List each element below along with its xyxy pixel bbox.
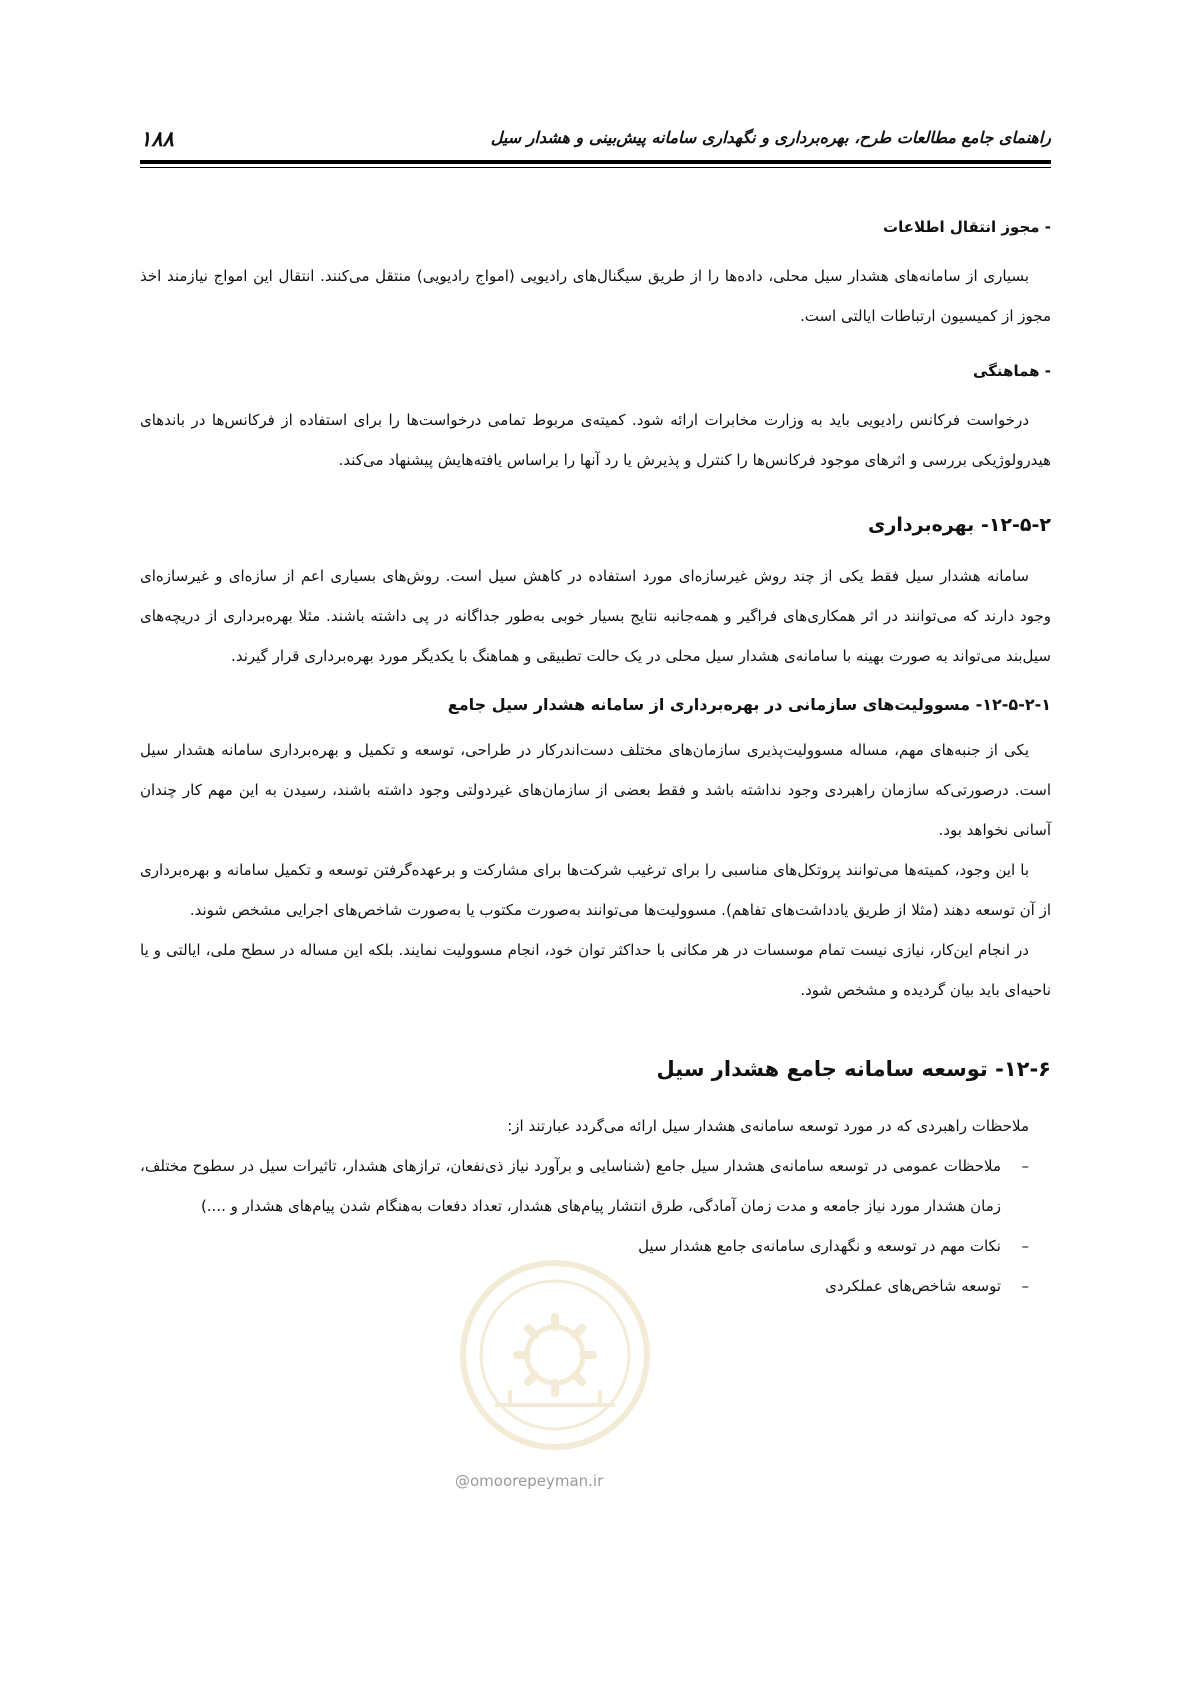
page-number: ۱۸۸ xyxy=(140,126,174,151)
list-item xyxy=(140,1146,1029,1226)
page-body xyxy=(140,212,1051,1306)
subheading-coordination: - هماهنگی xyxy=(973,362,1051,380)
subheading-data-transfer-license: - مجوز انتقال اطلاعات xyxy=(883,218,1051,236)
paragraph: بسیاری از سامانه‌های هشدار سیل محلی، داده‌ها را از طریق سیگنال‌های رادیویی (امواج رادیویی) منتقل می‌کنند. انتقال این امواج نیازمند اخذ مجوز از کمیسیون ارتباطات ایالتی است. xyxy=(140,267,1051,325)
paragraph: درخواست فرکانس رادیویی باید به وزارت مخابرات ارائه شود. کمیته‌ی مربوط تمامی درخواست‌ها را برای استفاده از فرکانس‌ها در باندهای هیدرولوژیکی بررسی و اثرهای موجود فرکانس‌ها را کنترل و پذیرش یا رد آنها را براساس یافته‌هایش پیشنهاد می‌کند. xyxy=(140,411,1051,469)
paragraph: در انجام این‌کار، نیازی نیست تمام موسسات در هر مکانی با حداکثر توان خود، انجام مسوولیت نمایند. بلکه این مساله در سطح ملی، ایالتی و یا ناحیه‌ای باید بیان گردیده و مشخص شود. xyxy=(140,941,1051,999)
watermark-url: @omoorepeyman.ir xyxy=(455,1472,604,1490)
list-item xyxy=(140,1226,1029,1266)
list-item xyxy=(140,1266,1029,1306)
bullet-dash: – xyxy=(1021,1277,1029,1295)
paragraph: یکی از جنبه‌های مهم، مساله مسوولیت‌پذیری سازمان‌های مختلف دست‌اندرکار در طراحی، توسعه و تکمیل و بهره‌برداری سامانه هشدار سیل است. درصورتی‌که سازمان راهبردی وجود نداشته باشد و فقط بعضی از سازمان‌های غیردولتی وجود داشته باشند، رسیدن به این مهم کار چندان آسانی نخواهد بود. xyxy=(140,741,1051,839)
paragraph: با این وجود، کمیته‌ها می‌توانند پروتکل‌های مناسبی را برای ترغیب شرکت‌ها برای مشارکت و برعهده‌گرفتن توسعه و تکمیل سامانه و بهره‌برداری از آن توسعه دهند (مثلا از طریق یادداشت‌های تفاهم). مسوولیت‌ها می‌توانند به‌صورت مکتوب یا به‌صورت شاخص‌های اجرایی مشخص شوند. xyxy=(140,861,1051,919)
header-rule-thick xyxy=(140,160,1051,164)
bullet-list xyxy=(140,1146,1051,1306)
list-item-text: ملاحظات عمومی در توسعه سامانه‌ی هشدار سیل جامع (شناسایی و برآورد نیاز ذی‌نفعان، ترازهای هشدار، تاثیرات سیل در سطوح مختلف، زمان هشدار مورد نیاز جامعه و مدت زمان آمادگی، طرق انتشار پیام‌های هشدار، تعداد دفعات به‌هنگام شدن پیام‌های هشدار و ....) xyxy=(140,1157,1001,1215)
header-title: راهنمای جامع مطالعات طرح، بهره‌برداری و نگهداری سامانه پیش‌بینی و هشدار سیل xyxy=(490,128,1051,147)
paragraph: سامانه هشدار سیل فقط یکی از چند روش غیرسازه‌ای مورد استفاده در کاهش سیل است. روش‌های بسیاری اعم از سازه‌ای و غیرسازه‌ای وجود دارند که می‌توانند در اثر همکاری‌های فراگیر و همه‌جانبه نتایج بسیار خوبی به‌طور جداگانه در پی داشته باشند. مثلا بهره‌برداری از دریچه‌های سیل‌بند می‌تواند به صورت بهینه با سامانه‌ی هشدار سیل محلی در یک حالت تطبیقی و هماهنگ با یکدیگر مورد بهره‌برداری قرار گیرند. xyxy=(140,567,1051,665)
header-rule-thin xyxy=(140,167,1051,168)
list-item-text: نکات مهم در توسعه و نگهداری سامانه‌ی جامع هشدار سیل xyxy=(638,1237,1001,1255)
bullet-dash: – xyxy=(1021,1237,1029,1255)
list-item-text: توسعه شاخص‌های عملکردی xyxy=(825,1277,1001,1295)
section-heading-operation: ۱۲-۵-۲- بهره‌برداری xyxy=(868,514,1051,536)
bullet-dash: – xyxy=(1021,1157,1029,1175)
paragraph-intro: ملاحظات راهبردی که در مورد توسعه سامانه‌ی هشدار سیل ارائه می‌گردد عبارتند از: xyxy=(507,1117,1029,1135)
section-heading-development: ۱۲-۶- توسعه سامانه جامع هشدار سیل xyxy=(656,1057,1051,1081)
section-heading-responsibilities: ۱۲-۵-۲-۱- مسوولیت‌های سازمانی در بهره‌برداری از سامانه هشدار سیل جامع xyxy=(447,695,1051,714)
